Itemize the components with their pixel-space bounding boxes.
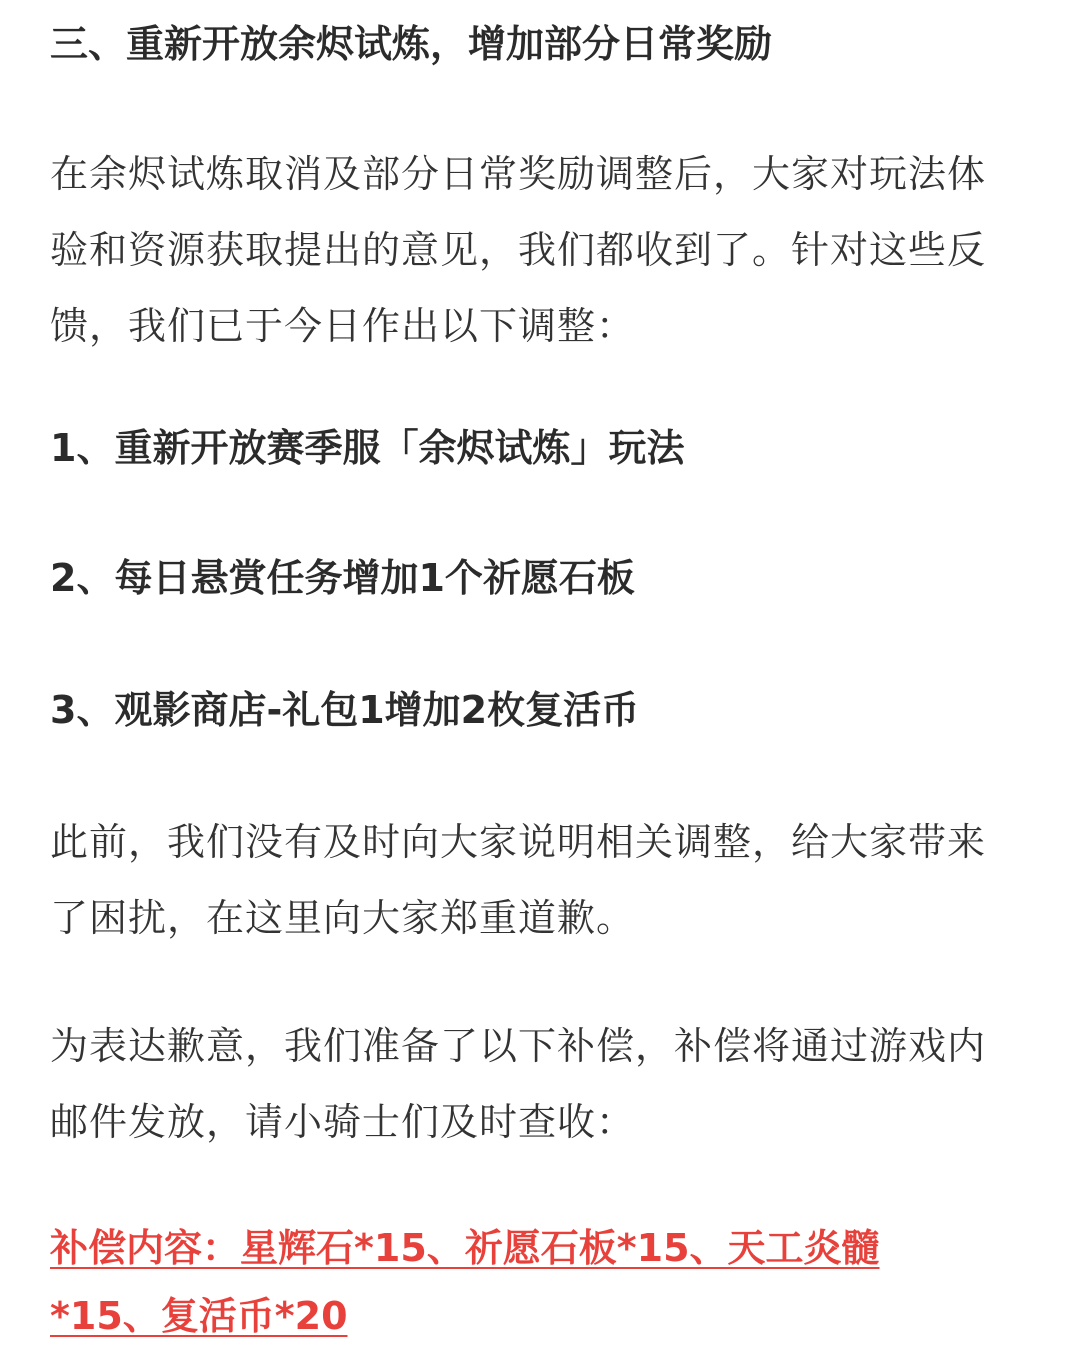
apology-paragraph: 此前，我们没有及时向大家说明相关调整，给大家带来了困扰，在这里向大家郑重道歉。	[50, 820, 987, 940]
compensation-content: 补偿内容：星辉石*15、祈愿石板*15、天工炎髓*15、复活币*20	[50, 1226, 880, 1338]
compensation-intro: 为表达歉意，我们准备了以下补偿，补偿将通过游戏内邮件发放，请小骑士们及时查收：	[50, 1024, 987, 1144]
adjustment-item-3: 3、观影商店-礼包1增加2枚复活币	[50, 688, 640, 732]
adjustment-item-2: 2、每日悬赏任务增加1个祈愿石板	[50, 556, 635, 600]
intro-paragraph: 在余烬试炼取消及部分日常奖励调整后，大家对玩法体验和资源获取提出的意见，我们都收到了。针对这些反馈，我们已于今日作出以下调整：	[50, 152, 987, 348]
adjustment-item-1: 1、重新开放赛季服「余烬试炼」玩法	[50, 426, 685, 470]
section-title: 三、重新开放余烬试炼，增加部分日常奖励	[50, 22, 773, 66]
